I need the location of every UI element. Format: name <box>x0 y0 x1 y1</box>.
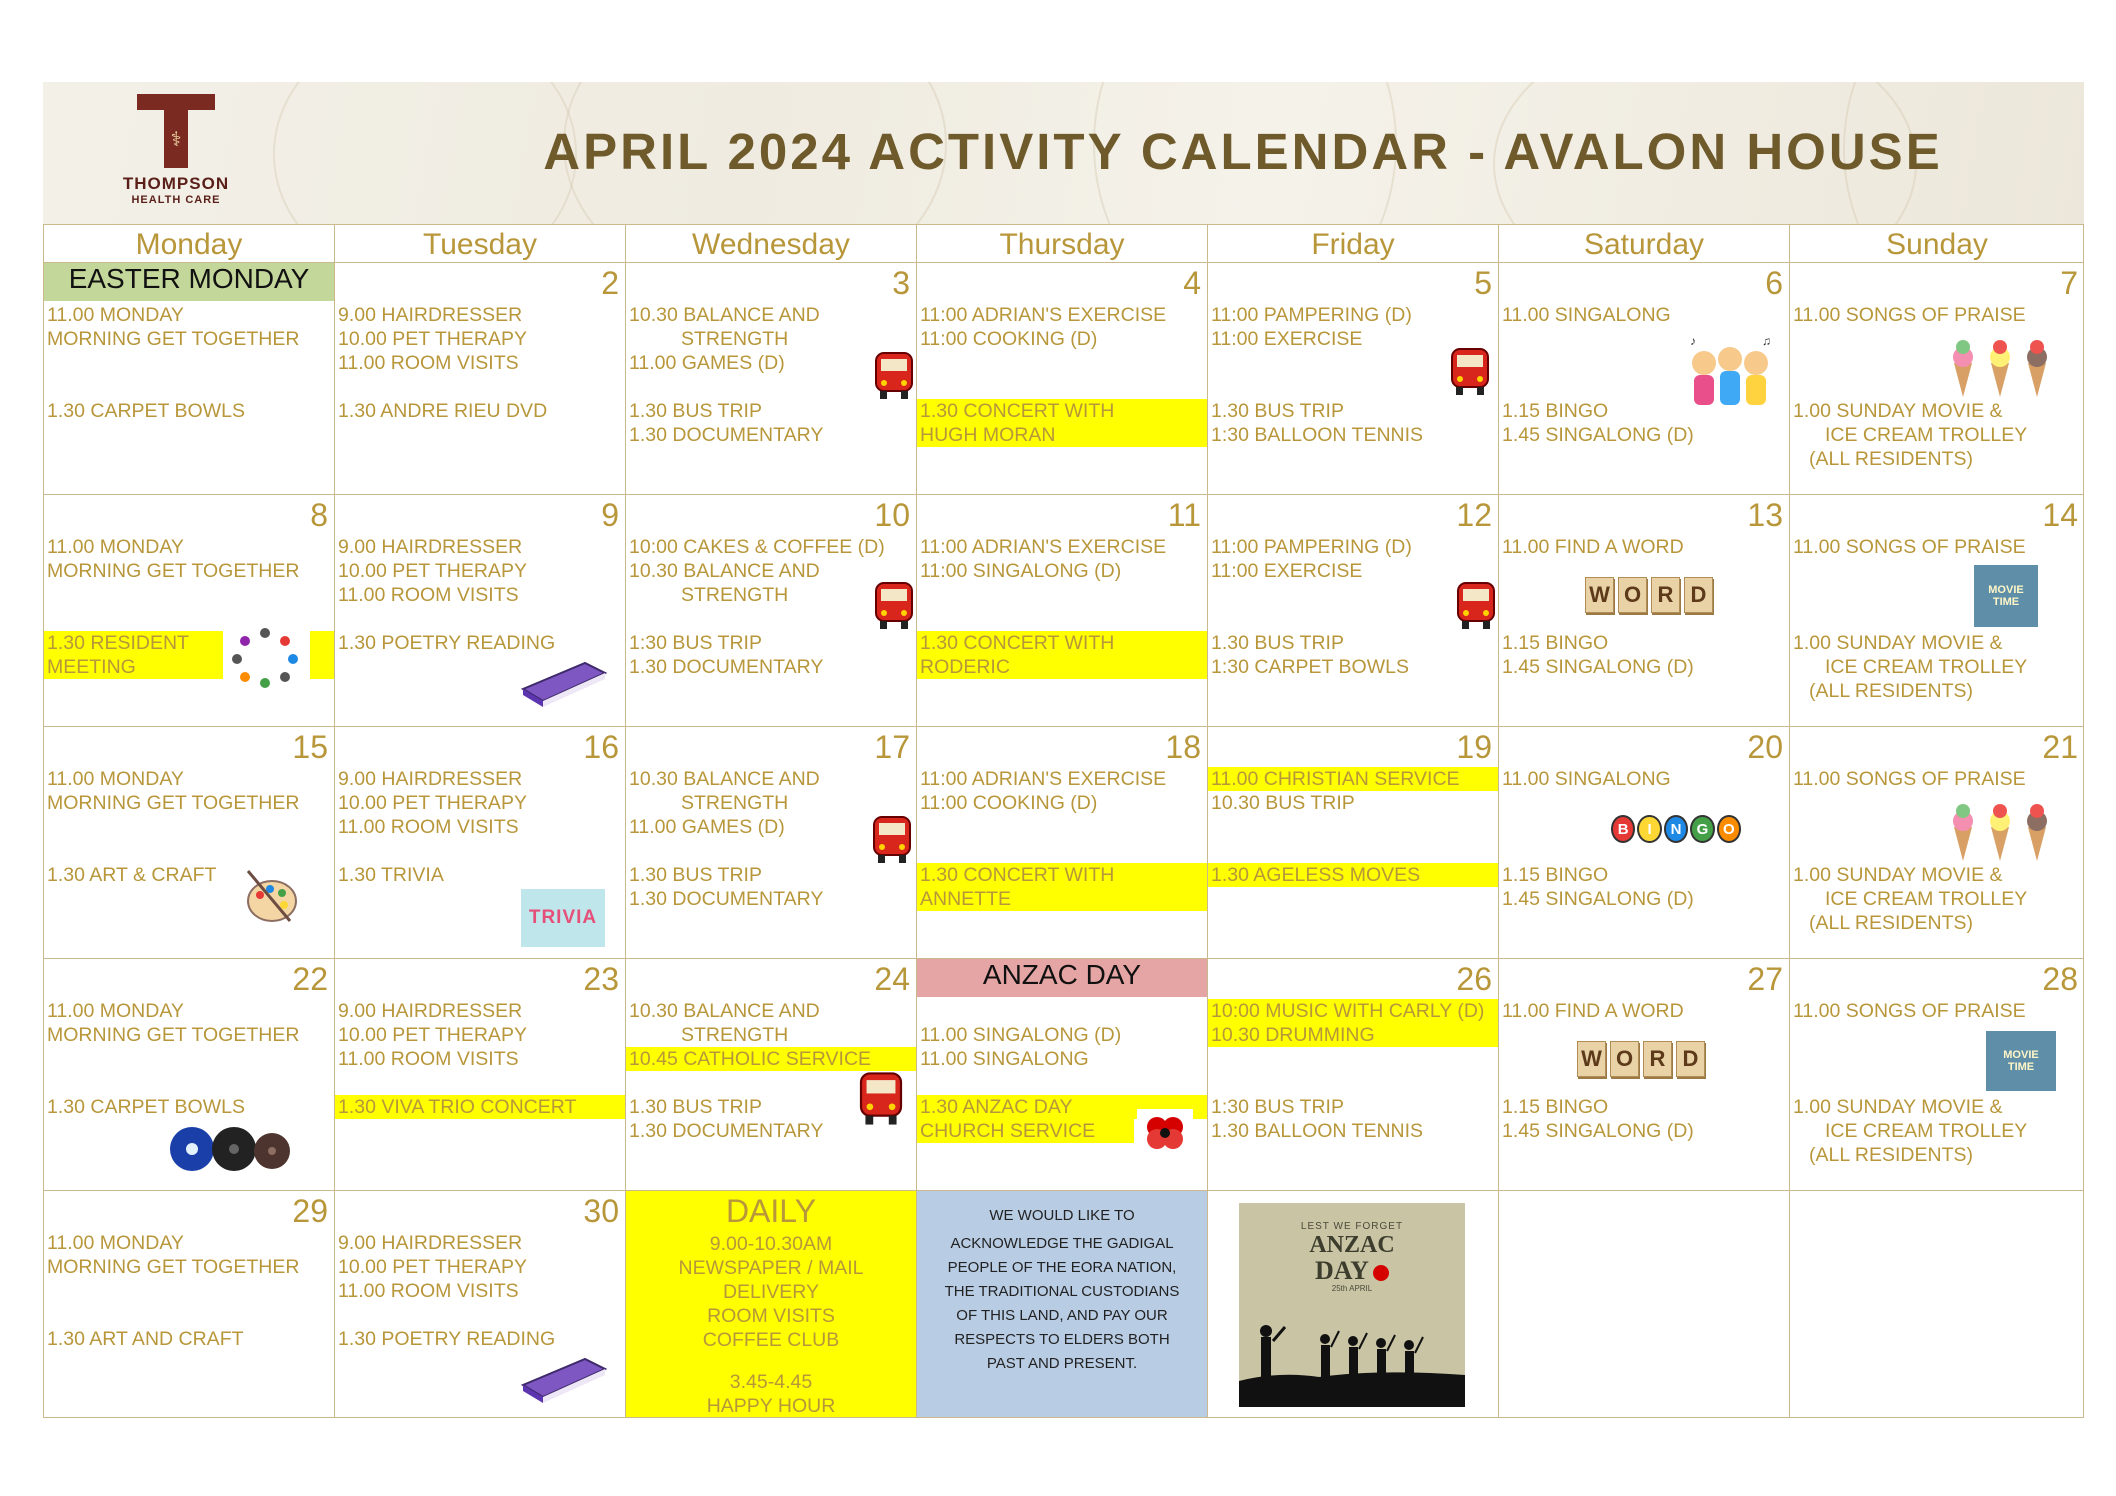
word-tile: O <box>1618 577 1647 613</box>
activity: 1.00 SUNDAY MOVIE & <box>1793 864 2003 886</box>
cell-apr-25 <box>917 959 1208 1191</box>
activity: 1.30 BUS TRIP <box>629 864 762 886</box>
activity-highlight: RODERIC <box>917 655 1207 679</box>
cell-apr-15 <box>44 727 335 959</box>
date-number: 14 <box>2042 497 2078 533</box>
cell-empty-sun <box>1790 1191 2084 1418</box>
activity: 1.30 POETRY READING <box>338 1328 556 1350</box>
meeting-icon <box>230 625 300 689</box>
word-tile: D <box>1684 577 1713 613</box>
day-header-friday: Friday <box>1208 225 1499 263</box>
activity: 11.00 MONDAY <box>47 536 184 558</box>
page-title: APRIL 2024 ACTIVITY CALENDAR - AVALON HOUSE <box>543 123 1943 180</box>
svg-text:♪: ♪ <box>1690 334 1696 348</box>
activity-highlight: 1.30 VIVA TRIO CONCERT <box>335 1095 625 1119</box>
activity: 1.45 SINGALONG (D) <box>1502 424 1694 446</box>
word-tile: D <box>1676 1041 1705 1077</box>
activity: 1.00 SUNDAY MOVIE & <box>1793 400 2003 422</box>
logo-sub: HEALTH CARE <box>131 194 221 206</box>
date-number: 9 <box>601 497 619 533</box>
cell-apr-4 <box>917 263 1208 495</box>
poppy-icon <box>1137 1109 1193 1153</box>
activity: 1.30 BUS TRIP <box>629 1096 762 1118</box>
activity: 11.00 SINGALONG <box>920 1048 1089 1070</box>
activity: 9.00 HAIRDRESSER <box>338 768 523 790</box>
trivia-icon <box>521 889 605 947</box>
date-number: 3 <box>892 265 910 301</box>
activity: STRENGTH <box>681 792 789 814</box>
daily-line: ROOM VISITS <box>707 1305 835 1327</box>
calendar-grid <box>43 224 2084 1418</box>
activity: 1:30 CARPET BOWLS <box>1211 656 1409 678</box>
daily-line: HAPPY HOUR <box>706 1395 836 1417</box>
day-header-wednesday: Wednesday <box>626 225 917 263</box>
acknowledgement-box <box>917 1191 1208 1418</box>
activity-highlight: 11.00 CHRISTIAN SERVICE <box>1208 767 1498 791</box>
cell-apr-27 <box>1499 959 1790 1191</box>
logo <box>121 94 231 212</box>
activity: (ALL RESIDENTS) <box>1809 680 1973 702</box>
activity: ICE CREAM TROLLEY <box>1825 888 2028 910</box>
activity: 1.30 CARPET BOWLS <box>47 1096 245 1118</box>
day-header-saturday: Saturday <box>1499 225 1790 263</box>
activity: STRENGTH <box>681 1024 789 1046</box>
cell-apr-16 <box>335 727 626 959</box>
cell-apr-1 <box>44 263 335 495</box>
date-number: 19 <box>1456 729 1492 765</box>
easter-monday-banner: EASTER MONDAY <box>44 263 334 301</box>
ack-line: PAST AND PRESENT. <box>986 1355 1138 1372</box>
date-number: 10 <box>874 497 910 533</box>
activity: ICE CREAM TROLLEY <box>1825 656 2028 678</box>
cell-apr-12 <box>1208 495 1499 727</box>
day-header-thursday: Thursday <box>917 225 1208 263</box>
activity: 11.00 SONGS OF PRAISE <box>1793 1000 2026 1022</box>
cell-apr-2 <box>335 263 626 495</box>
date-number: 11 <box>1167 497 1201 533</box>
activity: 11.00 GAMES (D) <box>629 352 785 374</box>
day-header-sunday: Sunday <box>1790 225 2084 263</box>
cell-apr-29 <box>44 1191 335 1418</box>
activity-highlight: ANNETTE <box>917 887 1207 911</box>
activity: 1.30 ART AND CRAFT <box>47 1328 244 1350</box>
cell-apr-18 <box>917 727 1208 959</box>
cell-apr-19 <box>1208 727 1499 959</box>
bingo-ball: G <box>1690 815 1714 843</box>
activity: 9.00 HAIRDRESSER <box>338 536 523 558</box>
movie-time-icon <box>1974 565 2038 627</box>
poster-date: 25th APRIL <box>1331 1284 1373 1293</box>
word-tiles-icon <box>1585 575 1713 615</box>
date-number: 7 <box>2060 265 2078 301</box>
bus-icon <box>856 1069 906 1129</box>
cell-apr-23 <box>335 959 626 1191</box>
activity: 11.00 SINGALONG (D) <box>920 1024 1122 1046</box>
activity-highlight: 10.45 CATHOLIC SERVICE <box>626 1047 916 1071</box>
ack-line: WE WOULD LIKE TO <box>989 1207 1135 1224</box>
date-number: 16 <box>583 729 619 765</box>
activity-highlight: 10.30 DRUMMING <box>1208 1023 1498 1047</box>
activity: 11.00 ROOM VISITS <box>338 816 519 838</box>
date-number: 8 <box>310 497 328 533</box>
activity: 9.00 HAIRDRESSER <box>338 1000 523 1022</box>
ack-line: THE TRADITIONAL CUSTODIANS <box>944 1283 1180 1300</box>
date-number: 6 <box>1765 265 1783 301</box>
logo-name: THOMPSON <box>122 174 230 193</box>
activity: 11.00 MONDAY <box>47 304 184 326</box>
activity: 10.00 PET THERAPY <box>338 792 527 814</box>
date-number: 24 <box>874 961 910 997</box>
poster-tagline: LEST WE FORGET <box>1300 1221 1404 1232</box>
activity: 10.00 PET THERAPY <box>338 328 527 350</box>
header-banner <box>43 82 2084 224</box>
activity: 1.30 DOCUMENTARY <box>629 656 824 678</box>
activity: 1.30 ANDRE RIEU DVD <box>338 400 548 422</box>
activity: ICE CREAM TROLLEY <box>1825 424 2028 446</box>
activity-highlight: HUGH MORAN <box>917 423 1207 447</box>
poster-day-text: DAY <box>1315 1256 1369 1285</box>
poster-title-anzac: ANZAC <box>1309 1232 1395 1258</box>
activity: 11:00 EXERCISE <box>1211 560 1363 582</box>
daily-title: DAILY <box>725 1193 817 1229</box>
cell-apr-22 <box>44 959 335 1191</box>
date-number: 22 <box>292 961 328 997</box>
activity: STRENGTH <box>681 328 789 350</box>
ack-line: ACKNOWLEDGE THE GADIGAL <box>950 1235 1174 1252</box>
activity: 1.30 POETRY READING <box>338 632 556 654</box>
activity: 1.45 SINGALONG (D) <box>1502 1120 1694 1142</box>
daily-line: NEWSPAPER / MAIL <box>678 1257 864 1279</box>
activity: 10.00 PET THERAPY <box>338 560 527 582</box>
bingo-ball: O <box>1717 815 1741 843</box>
activity: 11.00 ROOM VISITS <box>338 1280 519 1302</box>
activity: 11.00 MONDAY <box>47 1000 184 1022</box>
bus-icon <box>1448 345 1492 399</box>
activity: 1.30 TRIVIA <box>338 864 444 886</box>
bingo-ball: N <box>1664 815 1688 843</box>
activity: 10:00 CAKES & COFFEE (D) <box>629 536 885 558</box>
bus-icon <box>872 579 916 633</box>
daily-line: COFFEE CLUB <box>702 1329 840 1351</box>
date-number: 27 <box>1747 961 1783 997</box>
activity: 11.00 ROOM VISITS <box>338 584 519 606</box>
activity: 1.15 BINGO <box>1502 400 1609 422</box>
day-header-monday: Monday <box>44 225 335 263</box>
cell-apr-5 <box>1208 263 1499 495</box>
activity: 1.30 BALLOON TENNIS <box>1211 1120 1424 1142</box>
word-tile: O <box>1610 1041 1639 1077</box>
activity: MORNING GET TOGETHER <box>47 560 300 582</box>
activity: 11:00 ADRIAN'S EXERCISE <box>920 304 1167 326</box>
activity: 1.30 DOCUMENTARY <box>629 1120 824 1142</box>
activity: 11:00 COOKING (D) <box>920 792 1098 814</box>
poppy-icon <box>1373 1265 1389 1281</box>
activity: 11.00 SONGS OF PRAISE <box>1793 536 2026 558</box>
ice-cream-icon <box>1946 801 2056 863</box>
cell-apr-14 <box>1790 495 2084 727</box>
cell-apr-21 <box>1790 727 2084 959</box>
activity: 1:30 BUS TRIP <box>1211 1096 1344 1118</box>
activity: 11:00 COOKING (D) <box>920 328 1098 350</box>
cell-apr-7 <box>1790 263 2084 495</box>
activity: MORNING GET TOGETHER <box>47 792 300 814</box>
bus-icon <box>1454 579 1498 633</box>
cell-apr-11 <box>917 495 1208 727</box>
cell-apr-17 <box>626 727 917 959</box>
activity: 10.30 BALANCE AND <box>629 768 820 790</box>
daily-activities-box <box>626 1191 917 1418</box>
logo-mark: ⚕ <box>137 94 215 168</box>
cell-apr-3 <box>626 263 917 495</box>
cell-apr-30 <box>335 1191 626 1418</box>
daily-line: 9.00-10.30AM <box>709 1233 833 1255</box>
activity: 1.30 BUS TRIP <box>629 400 762 422</box>
bingo-ball: B <box>1611 815 1635 843</box>
date-number: 12 <box>1456 497 1492 533</box>
book-icon <box>519 1341 609 1405</box>
activity: 10.30 BUS TRIP <box>1211 792 1355 814</box>
cell-apr-24 <box>626 959 917 1191</box>
activity: 1.30 CARPET BOWLS <box>47 400 245 422</box>
word-tiles-icon <box>1577 1039 1705 1079</box>
activity: 1.30 BUS TRIP <box>1211 632 1344 654</box>
cell-apr-26 <box>1208 959 1499 1191</box>
activity: (ALL RESIDENTS) <box>1809 1144 1973 1166</box>
cell-apr-8 <box>44 495 335 727</box>
activity: 1:30 BUS TRIP <box>629 632 762 654</box>
cell-apr-28 <box>1790 959 2084 1191</box>
date-number: 26 <box>1456 961 1492 997</box>
activity: 1.30 BUS TRIP <box>1211 400 1344 422</box>
activity: 11.00 FIND A WORD <box>1502 1000 1684 1022</box>
svg-text:♫: ♫ <box>1762 334 1771 348</box>
date-number: 29 <box>292 1193 328 1229</box>
date-number: 5 <box>1474 265 1492 301</box>
activity: 10.30 BALANCE AND <box>629 304 820 326</box>
activity-highlight: 10:00 MUSIC WITH CARLY (D) <box>1208 999 1498 1023</box>
activity: 11:00 PAMPERING (D) <box>1211 304 1412 326</box>
soldiers-silhouette <box>1239 1311 1465 1407</box>
activity: 11:00 EXERCISE <box>1211 328 1363 350</box>
cell-apr-10 <box>626 495 917 727</box>
activity: 1:30 BALLOON TENNIS <box>1211 424 1424 446</box>
activity-highlight: 1.30 RESIDENT <box>44 631 223 655</box>
activity: 9.00 HAIRDRESSER <box>338 1232 523 1254</box>
activity-highlight: CHURCH SERVICE <box>917 1119 1134 1143</box>
activity: 11.00 MONDAY <box>47 768 184 790</box>
cell-apr-9 <box>335 495 626 727</box>
activity: 11.00 GAMES (D) <box>629 816 785 838</box>
activity-highlight: 1.30 CONCERT WITH <box>917 399 1207 423</box>
activity: 1.15 BINGO <box>1502 864 1609 886</box>
activity: MORNING GET TOGETHER <box>47 1256 300 1278</box>
word-tile: W <box>1577 1041 1606 1077</box>
activity-highlight: 1.30 AGELESS MOVES <box>1208 863 1498 887</box>
activity: 11:00 ADRIAN'S EXERCISE <box>920 768 1167 790</box>
activity: 1.00 SUNDAY MOVIE & <box>1793 1096 2003 1118</box>
date-number: 15 <box>292 729 328 765</box>
date-number: 30 <box>583 1193 619 1229</box>
daily-line: 3.45-4.45 <box>729 1371 813 1393</box>
daily-line: DELIVERY <box>722 1281 820 1303</box>
activity: (ALL RESIDENTS) <box>1809 448 1973 470</box>
word-tile: R <box>1651 577 1680 613</box>
activity: 1.15 BINGO <box>1502 1096 1609 1118</box>
activity: 11.00 SONGS OF PRAISE <box>1793 768 2026 790</box>
movie-time-label: MOVIE TIME <box>2003 1049 2039 1073</box>
word-tile: R <box>1643 1041 1672 1077</box>
date-number: 4 <box>1183 265 1201 301</box>
activity-highlight: 1.30 ANZAC DAY <box>917 1095 1207 1119</box>
word-tile: W <box>1585 577 1614 613</box>
activity: 11.00 SINGALONG <box>1502 304 1671 326</box>
date-number: 28 <box>2042 961 2078 997</box>
date-number: 17 <box>874 729 910 765</box>
trivia-label: TRIVIA <box>528 907 598 928</box>
cell-apr-13 <box>1499 495 1790 727</box>
activity: 1.30 DOCUMENTARY <box>629 424 824 446</box>
anzac-day-banner: ANZAC DAY <box>917 959 1207 997</box>
activity: 1.45 SINGALONG (D) <box>1502 888 1694 910</box>
highlight-strip <box>310 631 334 679</box>
activity: 10.30 BALANCE AND <box>629 560 820 582</box>
activity: MORNING GET TOGETHER <box>47 1024 300 1046</box>
activity: 11:00 PAMPERING (D) <box>1211 536 1412 558</box>
ack-line: PEOPLE OF THE EORA NATION, <box>947 1259 1177 1276</box>
book-icon <box>519 645 609 709</box>
activity: (ALL RESIDENTS) <box>1809 912 1973 934</box>
activity: 1.30 DOCUMENTARY <box>629 888 824 910</box>
date-number: 21 <box>2042 729 2078 765</box>
bingo-icon <box>1611 811 1741 847</box>
activity: 11.00 MONDAY <box>47 1232 184 1254</box>
activity: 1.30 ART & CRAFT <box>47 864 217 886</box>
ice-cream-icon <box>1946 337 2056 399</box>
day-header-tuesday: Tuesday <box>335 225 626 263</box>
singers-icon <box>1684 333 1776 413</box>
activity: 11.00 ROOM VISITS <box>338 1048 519 1070</box>
activity: 11:00 SINGALONG (D) <box>920 560 1122 582</box>
date-number: 23 <box>583 961 619 997</box>
movie-time-icon <box>1986 1031 2056 1091</box>
date-number: 13 <box>1747 497 1783 533</box>
palette-icon <box>242 867 302 927</box>
activity: 11.00 SONGS OF PRAISE <box>1793 304 2026 326</box>
cell-anzac-poster <box>1208 1191 1499 1418</box>
ack-line: RESPECTS TO ELDERS BOTH <box>954 1331 1170 1348</box>
activity: 10.00 PET THERAPY <box>338 1024 527 1046</box>
activity: 11:00 ADRIAN'S EXERCISE <box>920 536 1167 558</box>
activity: MORNING GET TOGETHER <box>47 328 300 350</box>
activity: 11.00 ROOM VISITS <box>338 352 519 374</box>
bus-icon <box>872 349 916 403</box>
date-number: 2 <box>601 265 619 301</box>
bus-icon <box>870 813 914 867</box>
cell-empty-sat <box>1499 1191 1790 1418</box>
activity: 1.45 SINGALONG (D) <box>1502 656 1694 678</box>
poster-title-day <box>1239 1258 1465 1284</box>
activity: 1.15 BINGO <box>1502 632 1609 654</box>
anzac-day-poster <box>1239 1203 1465 1407</box>
activity: STRENGTH <box>681 584 789 606</box>
cell-apr-20 <box>1499 727 1790 959</box>
bowls-icon <box>168 1125 292 1173</box>
activity-highlight: MEETING <box>44 655 223 679</box>
date-number: 18 <box>1165 729 1201 765</box>
activity-highlight: 1.30 CONCERT WITH <box>917 863 1207 887</box>
cell-apr-6 <box>1499 263 1790 495</box>
activity: ICE CREAM TROLLEY <box>1825 1120 2028 1142</box>
date-number: 20 <box>1747 729 1783 765</box>
activity-highlight: 1.30 CONCERT WITH <box>917 631 1207 655</box>
activity: 11.00 SINGALONG <box>1502 768 1671 790</box>
movie-time-label: MOVIE TIME <box>1988 584 2024 608</box>
activity: 10.00 PET THERAPY <box>338 1256 527 1278</box>
activity: 9.00 HAIRDRESSER <box>338 304 523 326</box>
bingo-ball: I <box>1637 815 1661 843</box>
activity: 10.30 BALANCE AND <box>629 1000 820 1022</box>
activity: 11.00 FIND A WORD <box>1502 536 1684 558</box>
activity: 1.00 SUNDAY MOVIE & <box>1793 632 2003 654</box>
ack-line: OF THIS LAND, AND PAY OUR <box>956 1307 1168 1324</box>
